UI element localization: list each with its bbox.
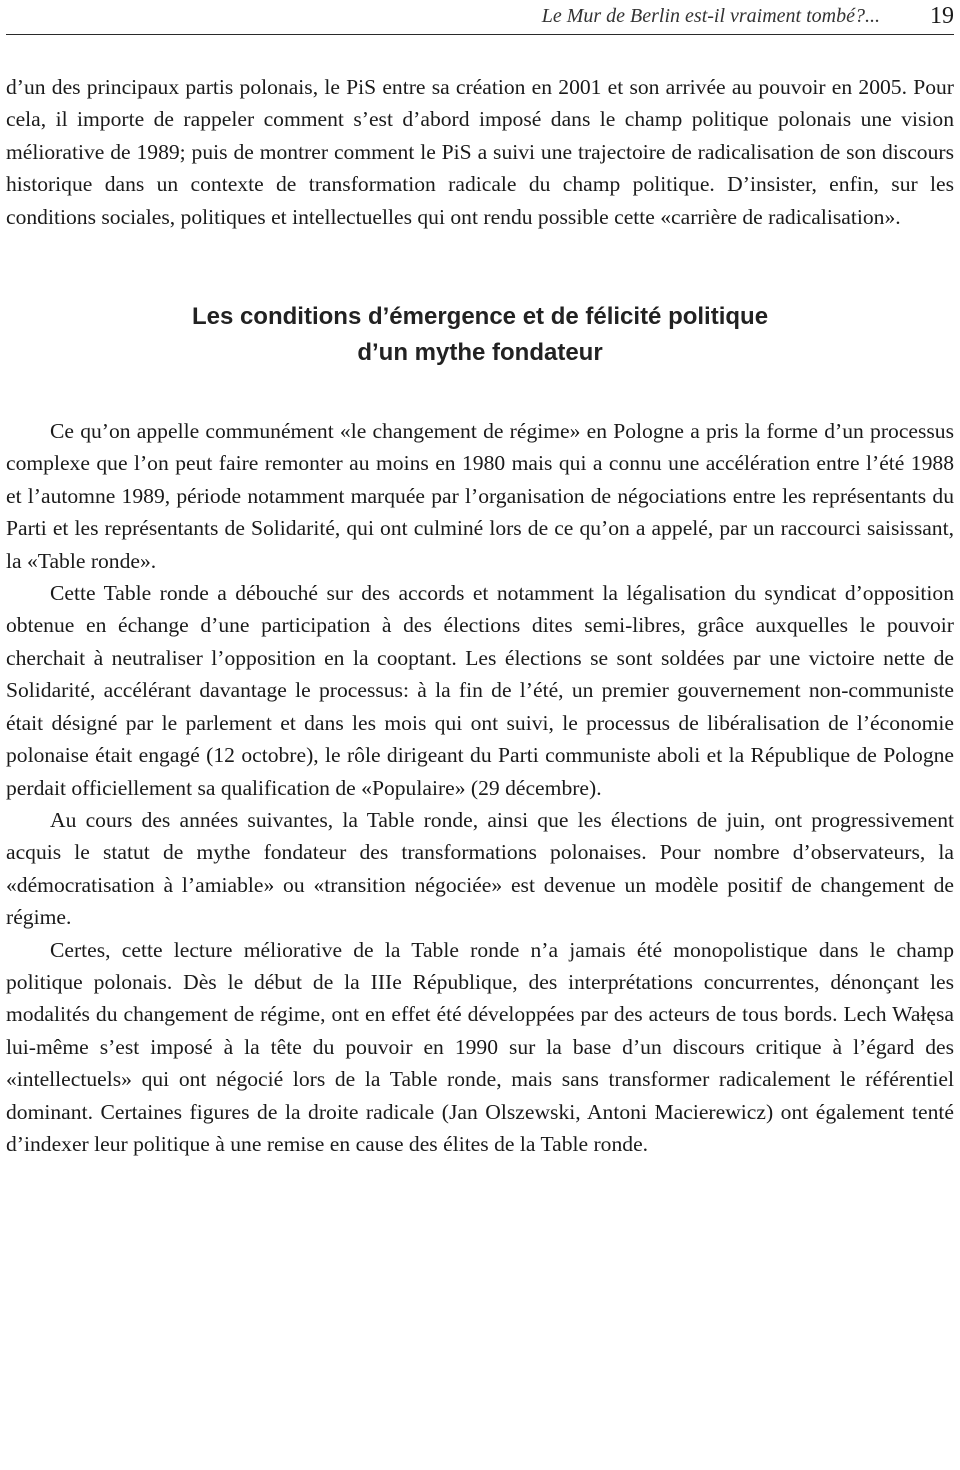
section-heading bbox=[6, 299, 954, 371]
book-page bbox=[6, 0, 954, 1160]
paragraph-4: Certes, cette lecture méliorative de la Table ronde n’a jamais été monopolistique dans le champ politique polonais. Dès le début de la IIIe République, des interprétations concurrentes, dénonçant les modalités du changement de régime, ont en effet été développées par des acteurs de tous bords. Lech Wałęsa lui-même s’est imposé à la tête du pouvoir en 1990 sur la base d’un discours critique à l’égard des «intellectuels» qui ont négocié lors de la Table ronde, mais sans transformer radicalement le référentiel dominant. Certaines figures de la droite radicale (Jan Olszewski, Antoni Macierewicz) ont également tenté d’indexer leur politique à une remise en cause des élites de la Table ronde. bbox=[6, 937, 954, 1156]
paragraph-1: Ce qu’on appelle communément «le changement de régime» en Pologne a pris la forme d’un processus complexe que l’on peut faire remonter au moins en 1980 mais qui a connu une accélération entre l’été 1988 et l’automne 1989, période notamment marquée par l’organisation de négociations entre les représentants du Parti et les représentants de Solidarité, qui ont culminé lors de ce qu’on a appelé, par un raccourci saisissant, la «Table ronde». bbox=[6, 419, 954, 573]
page-number: 19 bbox=[930, 3, 954, 29]
running-header bbox=[6, 0, 954, 35]
running-title: Le Mur de Berlin est-il vraiment tombé?... bbox=[541, 5, 880, 27]
paragraph-3: Au cours des années suivantes, la Table ronde, ainsi que les élections de juin, ont progressivement acquis le statut de mythe fondateur des transformations polonaises. Pour nombre d’observateurs, la «démocratisation à l’amiable» ou «transition négociée» est devenue un modèle positif de changement de régime. bbox=[6, 807, 954, 930]
body-text bbox=[6, 71, 954, 1160]
paragraph-2: Cette Table ronde a débouché sur des accords et notamment la légalisation du syndicat d’opposition obtenue en échange d’une participation à des élections dites semi-libres, grâce auxquelles le pouvoir cherchait à neutraliser l’opposition en la cooptant. Les élections se sont soldées par une victoire nette de Solidarité, accélérant davantage le processus: à la fin de l’été, un premier gouvernement non-communiste était désigné par le parlement et dans les mois qui ont suivi, le processus de libéralisation de l’économie polonaise était engagé (12 octobre), le rôle dirigeant du Parti communiste aboli et la République de Pologne perdait officiellement sa qualification de «Populaire» (29 décembre). bbox=[6, 581, 954, 800]
section-heading-line-1: Les conditions d’émergence et de félicité politique bbox=[191, 303, 769, 331]
intro-paragraph: d’un des principaux partis polonais, le PiS entre sa création en 2001 et son arrivée au pouvoir en 2005. Pour cela, il importe de rappeler comment s’est d’abord imposé dans le champ politique polonais une vision méliorative de 1989; puis de montrer comment le PiS a suivi une trajectoire de radicalisation de son discours historique dans un contexte de transformation radicale du champ politique. D’insister, enfin, sur les conditions sociales, politiques et intellectuelles qui ont rendu possible cette «carrière de radicalisation». bbox=[6, 75, 954, 229]
section-heading-line-2: d’un mythe fondateur bbox=[357, 339, 603, 367]
